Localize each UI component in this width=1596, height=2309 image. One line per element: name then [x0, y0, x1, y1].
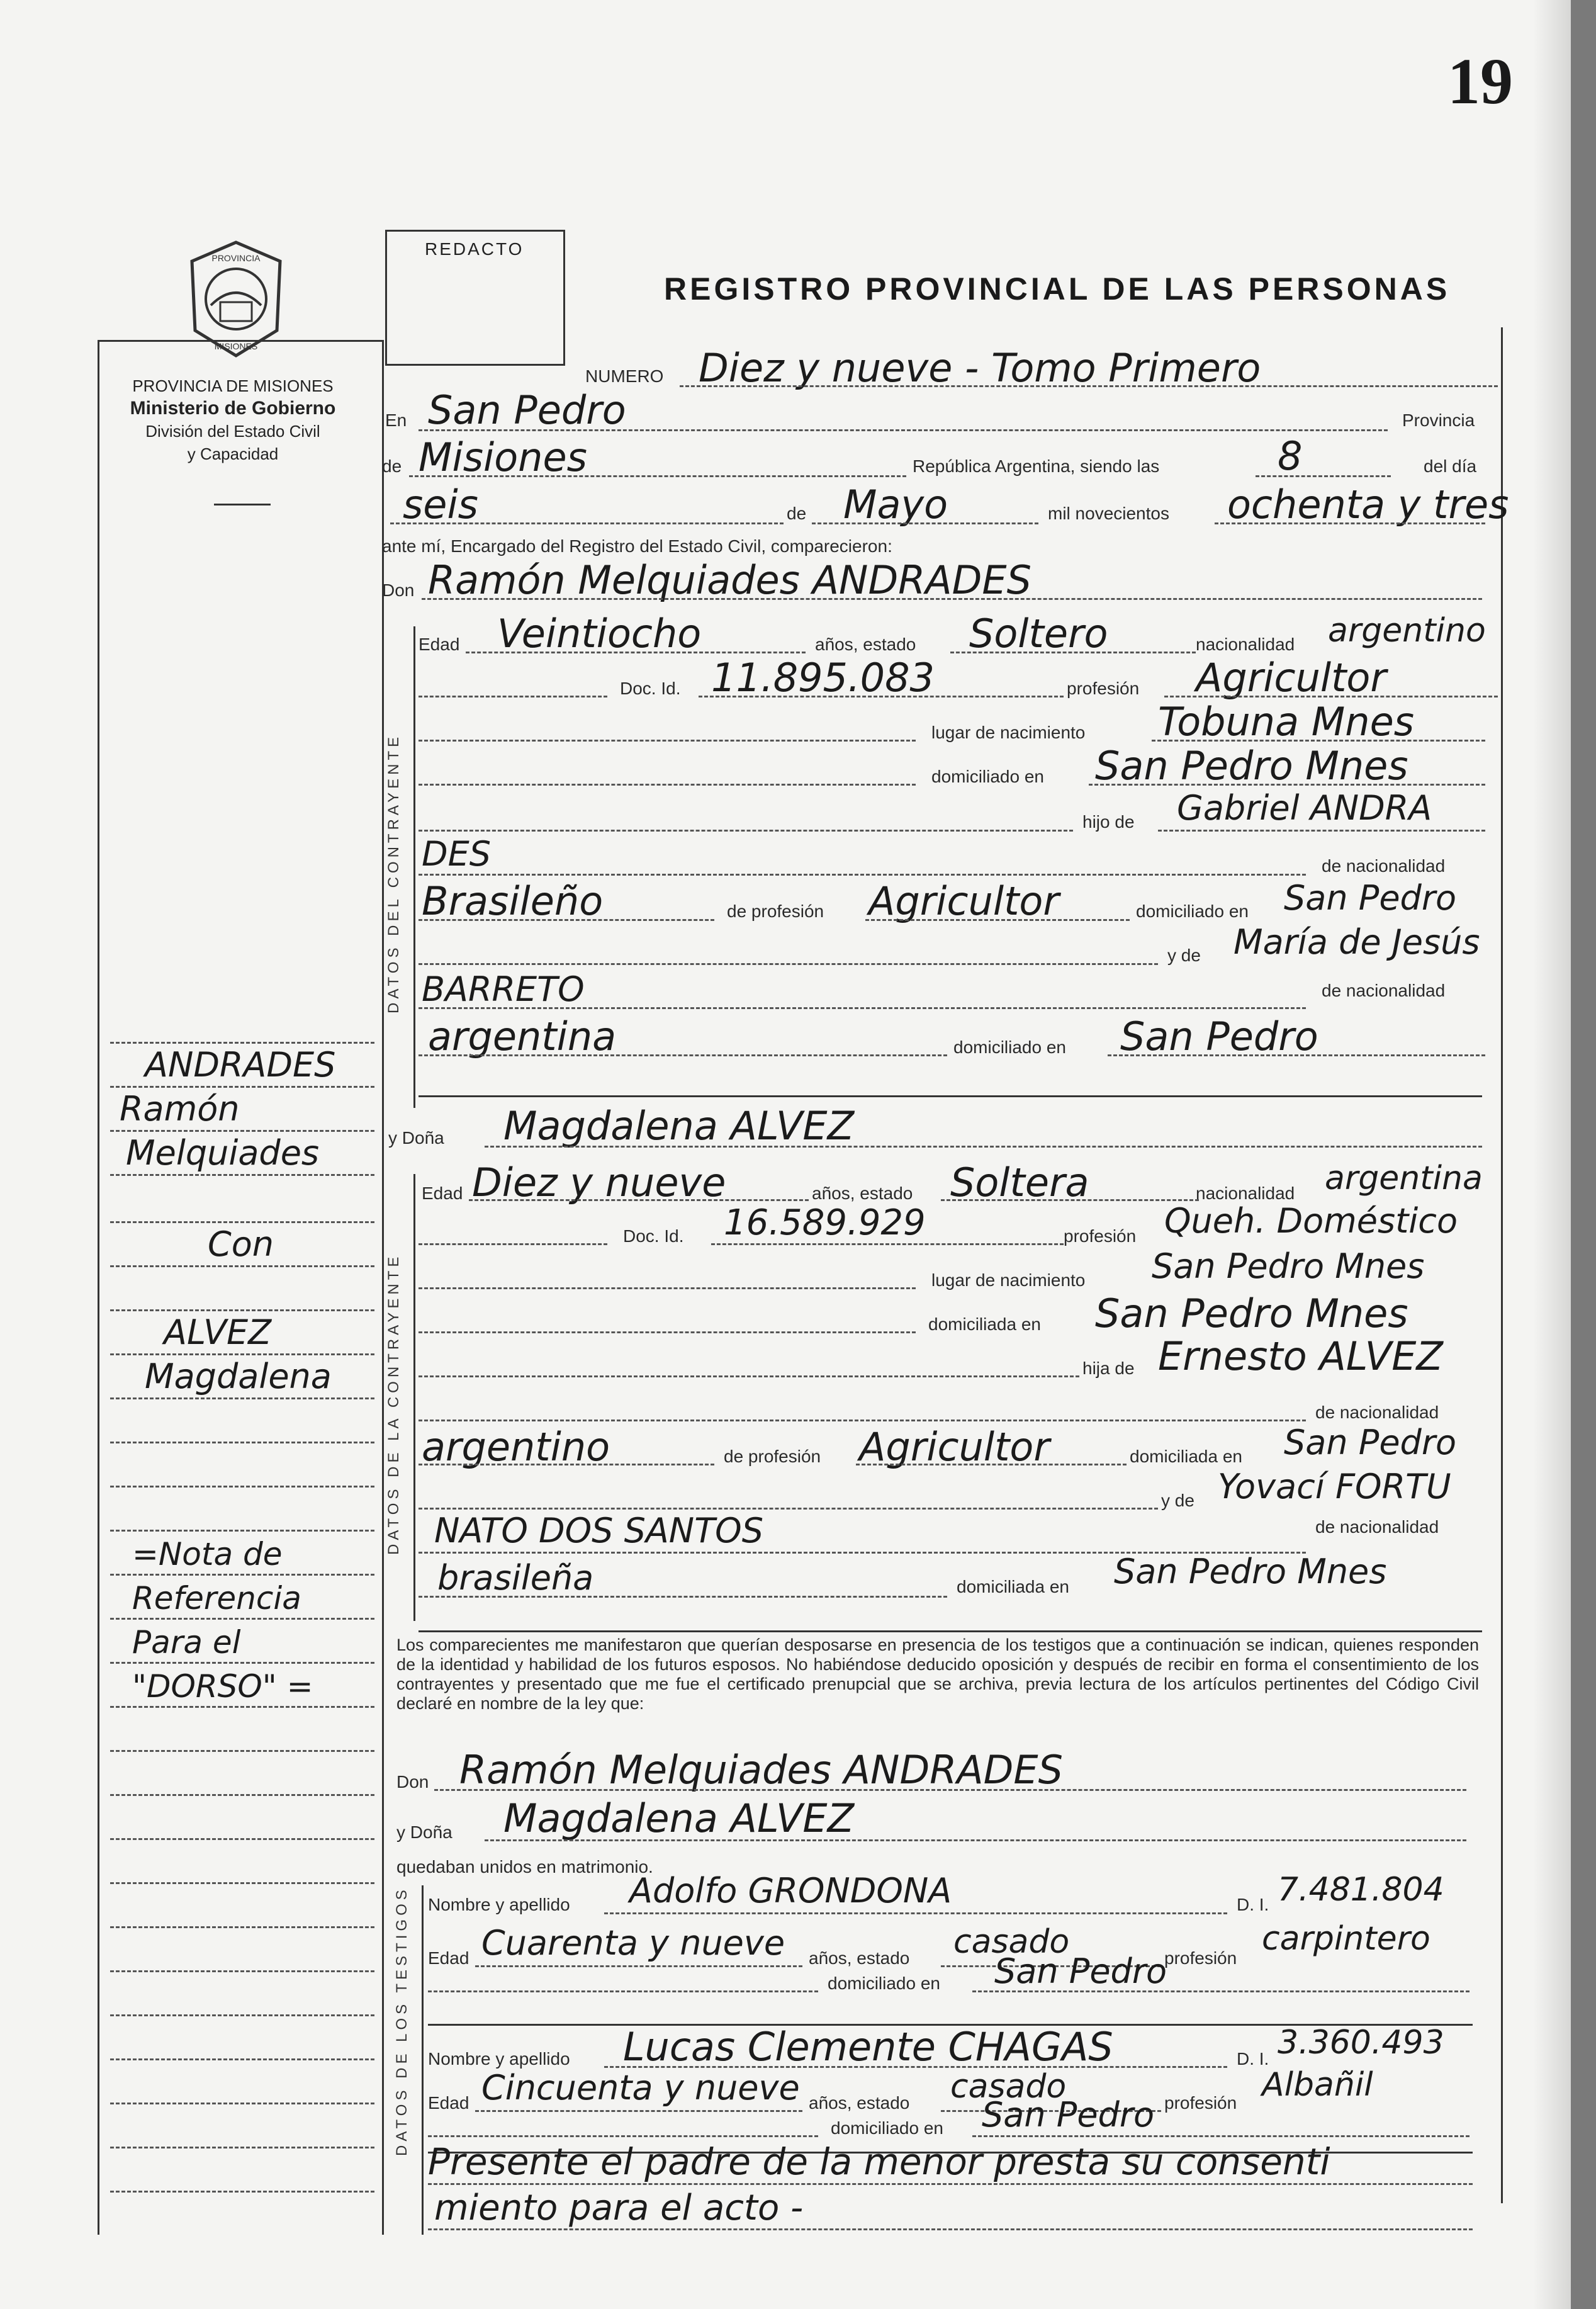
margin-line — [110, 1086, 374, 1088]
y-dona-label: y Doña — [388, 1128, 444, 1148]
bride-father-prof-line — [856, 1464, 1127, 1465]
margin-line — [110, 1794, 374, 1796]
bride-mother-nationality: brasileña — [437, 1558, 594, 1598]
bride-birthplace: San Pedro Mnes — [1152, 1246, 1425, 1286]
obs-line2 — [428, 2228, 1473, 2230]
bride-section-label: DATOS DE LA CONTRAYENTE — [385, 1253, 402, 1555]
witness1-di: 7.481.804 — [1278, 1871, 1444, 1909]
groom-mother-b: BARRETO — [422, 969, 585, 1009]
margin-name-groom: Ramón — [120, 1089, 240, 1129]
groom-mother-domicile: San Pedro — [1120, 1013, 1318, 1059]
hijo-de-label: hijo de — [1082, 812, 1135, 832]
bride-doc: 16.589.929 — [724, 1202, 926, 1243]
division-label: División del Estado Civil — [145, 422, 320, 441]
groom-section-end — [419, 1095, 1482, 1097]
margin-line — [110, 1618, 374, 1620]
margin-line — [110, 1662, 374, 1664]
margin-line — [110, 1353, 374, 1355]
left-margin-rule — [98, 340, 99, 2235]
bride-mother-domicile: San Pedro Mnes — [1114, 1552, 1387, 1591]
anio-line — [1215, 522, 1485, 524]
margin-line — [110, 1882, 374, 1884]
margin-line — [110, 2014, 374, 2016]
bride-father: Ernesto ALVEZ — [1158, 1333, 1443, 1379]
groom-doc-line — [699, 696, 1064, 697]
bride-de-nac2-label: de nacionalidad — [1315, 1517, 1439, 1537]
bride-name: Magdalena ALVEZ — [503, 1103, 855, 1149]
right-frame-rule — [1501, 327, 1503, 2203]
witness2-domicile: San Pedro — [982, 2095, 1155, 2135]
header-divider — [214, 504, 271, 505]
margin-line — [110, 1486, 374, 1488]
groom-father-line — [1158, 830, 1485, 832]
margin-line — [110, 1838, 374, 1840]
en-label: En — [385, 410, 407, 430]
witness2-age: Cincuenta y nueve — [481, 2068, 800, 2108]
observation-line1: Presente el padre de la menor presta su consenti — [428, 2140, 1330, 2183]
hora-value: 8 — [1278, 433, 1303, 479]
bride-father-domicile: San Pedro — [1284, 1423, 1457, 1462]
groom-status-line — [950, 652, 1196, 653]
registry-title: REGISTRO PROVINCIAL DE LAS PERSONAS — [664, 271, 1451, 307]
bride-edad-label: Edad — [422, 1183, 463, 1203]
testimony-text: Los comparecientes me manifestaron que querían desposarse en presencia de los testigos que a continuación se indican, quienes responden de la identidad y habilidad de los futuros esposos. No habiéndose deducido oposición y después de recibir en forma el consentimiento de los contrayentes y presentado que me fue el certificado prenupcial que se archiva, previa lectura de los artículos pertinentes del Código Civil declaré en nombre de la ley que: — [396, 1635, 1479, 1713]
margin-line — [110, 1309, 374, 1311]
w1-anos-label: años, estado — [809, 1948, 910, 1968]
groom-name-line — [422, 598, 1482, 600]
en-value: San Pedro — [428, 387, 626, 433]
don-label: Don — [382, 580, 415, 600]
mil-label: mil novecientos — [1048, 504, 1169, 523]
witness1-status: casado — [953, 1923, 1070, 1961]
groom-nationality: argentino — [1328, 612, 1486, 650]
margin-line — [110, 1574, 374, 1576]
bride-doc-label: Doc. Id. — [623, 1226, 684, 1246]
mother-cont-line — [419, 1007, 1306, 1009]
bride-age-line — [469, 1199, 809, 1201]
groom-status: Soltero — [969, 611, 1108, 657]
decl-don-label: Don — [396, 1772, 429, 1792]
bride-domicile: San Pedro Mnes — [1095, 1290, 1408, 1336]
groom-section-rule — [413, 626, 415, 1108]
w2-anos-label: años, estado — [809, 2093, 910, 2113]
groom-birthplace: Tobuna Mnes — [1158, 699, 1415, 745]
margin-line — [110, 1442, 374, 1443]
bride-doc-blank — [419, 1243, 607, 1245]
hora-line — [1256, 475, 1391, 477]
del-dia-label: del día — [1424, 456, 1477, 476]
groom-domicile: San Pedro Mnes — [1095, 743, 1408, 789]
margin-line — [110, 2191, 374, 2193]
dia-line — [390, 522, 784, 524]
groom-father-a: Gabriel ANDRA — [1177, 788, 1432, 828]
hija-de-label: hija de — [1082, 1358, 1135, 1378]
bride-mother-a: Yovací FORTU — [1218, 1467, 1451, 1506]
bride-profession: Queh. Doméstico — [1164, 1201, 1458, 1241]
groom-age: Veintiocho — [497, 611, 702, 657]
dia-value: seis — [403, 482, 478, 528]
left-header-info — [94, 375, 371, 465]
w2-di-label: D. I. — [1237, 2049, 1269, 2069]
margin-line — [110, 1130, 374, 1132]
w1-dom-line — [972, 1990, 1470, 1992]
profesion-label: profesión — [1067, 679, 1140, 698]
bride-lugar-label: lugar de nacimiento — [931, 1270, 1086, 1290]
page-fold — [1533, 0, 1571, 2309]
w1-domiciliado-label: domiciliado en — [828, 1973, 940, 1993]
bride-domiciliada3-label: domiciliada en — [957, 1577, 1069, 1596]
domicile-blank-line — [419, 784, 916, 786]
margin-line — [110, 1174, 374, 1176]
w2-domiciliado-label: domiciliado en — [831, 2118, 943, 2138]
provincia-label: Provincia — [1402, 410, 1475, 430]
anio-value: ochenta y tres — [1227, 482, 1509, 528]
groom-section-label: DATOS DEL CONTRAYENTE — [385, 733, 402, 1013]
de-label: de — [382, 456, 402, 476]
witness2-name: Lucas Clemente CHAGAS — [623, 2024, 1113, 2070]
witness2-profession: Albañil — [1262, 2066, 1373, 2104]
witness-section-label: DATOS DE LOS TESTIGOS — [393, 1886, 410, 2156]
domiciliado-en3-label: domiciliado en — [953, 1037, 1066, 1057]
seal-top-text: PROVINCIA — [211, 253, 261, 263]
groom-name: Ramón Melquiades ANDRADES — [428, 557, 1031, 603]
witness1-profession: carpintero — [1262, 1920, 1430, 1958]
groom-mother-a: María de Jesús — [1234, 922, 1480, 962]
obs-line1 — [428, 2183, 1473, 2185]
bride-de-prof-label: de profesión — [724, 1447, 821, 1466]
groom-mother-nationality: argentina — [428, 1013, 617, 1059]
w1-edad-label: Edad — [428, 1948, 469, 1968]
bride-father-cont — [419, 1420, 1306, 1421]
en-line — [419, 429, 1388, 431]
bride-doc-line — [711, 1243, 1064, 1245]
bride-section-rule — [413, 1174, 415, 1621]
anos-estado-label: años, estado — [815, 635, 916, 654]
bride-name-line — [485, 1146, 1482, 1148]
bride-father-nat-line — [419, 1464, 714, 1465]
bride-profesion-label: profesión — [1064, 1226, 1137, 1246]
birthplace-blank-line — [419, 740, 916, 742]
mother-blank-line — [419, 963, 1158, 965]
de-nacionalidad-label: de nacionalidad — [1322, 856, 1446, 876]
w1-dom-blank — [428, 1990, 818, 1992]
margin-line — [110, 1397, 374, 1399]
w1-name-line — [604, 1912, 1227, 1914]
groom-domicile-line — [1089, 784, 1485, 786]
margin-note-1: =Nota de — [132, 1536, 283, 1572]
w2-profesion-label: profesión — [1164, 2093, 1237, 2113]
bride-age: Diez y nueve — [472, 1160, 726, 1205]
margin-con: Con — [208, 1224, 274, 1264]
witness2-status: casado — [950, 2068, 1067, 2106]
margin-line — [110, 1706, 374, 1708]
margin-line — [110, 2103, 374, 2104]
bride-father-nationality: argentino — [422, 1424, 610, 1470]
top-margin-rule — [98, 340, 384, 342]
margin-note-3: Para el — [132, 1624, 241, 1661]
bride-birth-blank — [419, 1287, 916, 1289]
numero-label: NUMERO — [585, 366, 664, 386]
w1-di-label: D. I. — [1237, 1895, 1269, 1914]
center-margin-rule — [382, 340, 384, 2235]
witness2-di: 3.360.493 — [1278, 2024, 1444, 2062]
margin-name-bride: Magdalena — [145, 1357, 332, 1396]
groom-birthplace-line — [1152, 740, 1485, 742]
witness1-age: Cuarenta y nueve — [481, 1923, 785, 1963]
father-nat-line — [419, 919, 714, 921]
bride-nationality: argentina — [1325, 1160, 1483, 1197]
capacity-label: y Capacidad — [187, 444, 279, 463]
w2-nombre-label: Nombre y apellido — [428, 2049, 570, 2069]
bride-nacionalidad-label: nacionalidad — [1196, 1183, 1295, 1203]
lugar-nacimiento-label: lugar de nacimiento — [931, 723, 1086, 742]
bride-section-end — [419, 1630, 1482, 1632]
father-cont-line — [419, 874, 1306, 876]
father-blank-line — [419, 830, 1073, 832]
provincia-value: Misiones — [419, 434, 587, 480]
margin-note-2: Referencia — [132, 1580, 301, 1617]
margin-name-groom2: Melquiades — [126, 1133, 320, 1173]
witness-section-rule — [422, 1885, 424, 2235]
groom-age-line — [466, 652, 806, 653]
margin-line — [110, 1970, 374, 1972]
w2-dom-line — [972, 2135, 1470, 2137]
decl-groom-line — [434, 1789, 1466, 1791]
de-nacionalidad2-label: de nacionalidad — [1322, 981, 1446, 1000]
redacto-label: REDACTO — [425, 239, 524, 259]
bride-anos-label: años, estado — [812, 1183, 913, 1203]
bride-mother-b: NATO DOS SANTOS — [434, 1511, 763, 1550]
page-number: 19 — [1447, 45, 1513, 118]
margin-surname-bride: ALVEZ — [164, 1313, 272, 1352]
de2-label: de — [787, 504, 807, 523]
bride-father-profession: Agricultor — [859, 1424, 1050, 1470]
bride-dom-blank — [419, 1331, 916, 1333]
groom-father-b: DES — [422, 834, 491, 874]
w1-profesion-label: profesión — [1164, 1948, 1237, 1968]
domiciliado-label: domiciliado en — [931, 767, 1044, 786]
domiciliada-label: domiciliada en — [928, 1314, 1041, 1334]
domiciliado-en2-label: domiciliado en — [1136, 901, 1249, 921]
mes-line — [812, 522, 1038, 524]
decl-dona-label: y Doña — [396, 1822, 452, 1842]
provincia-line — [409, 475, 906, 477]
margin-line — [110, 2058, 374, 2060]
w2-edad-label: Edad — [428, 2093, 469, 2113]
observation-line2: miento para el acto - — [434, 2188, 804, 2228]
bride-status: Soltera — [950, 1160, 1089, 1205]
de-profesion-label: de profesión — [727, 901, 824, 921]
bride-y-de-label: y de — [1161, 1491, 1194, 1510]
doc-blank-line — [419, 696, 607, 697]
ministry-label: Ministerio de Gobierno — [130, 398, 336, 419]
w2-age-line — [475, 2110, 802, 2112]
groom-father-domicile: San Pedro — [1284, 878, 1457, 918]
doc-label: Doc. Id. — [620, 679, 681, 698]
margin-line — [110, 1042, 374, 1044]
father-prof-line — [865, 919, 1130, 921]
margin-line — [110, 1926, 374, 1928]
decl-groom-name: Ramón Melquiades ANDRADES — [459, 1747, 1063, 1793]
page-edge-shadow — [1571, 0, 1596, 2309]
province-seal-icon — [183, 236, 289, 362]
margin-line — [110, 1221, 374, 1223]
margin-surname-groom: ANDRADES — [145, 1045, 336, 1085]
groom-profession-line — [1164, 696, 1498, 697]
bride-mother-blank — [419, 1508, 1158, 1510]
province-label: PROVINCIA DE MISIONES — [132, 376, 334, 395]
republica-label: República Argentina, siendo las — [913, 456, 1160, 476]
numero-value: Diez y nueve - Tomo Primero — [699, 345, 1261, 391]
groom-father-nationality: Brasileño — [422, 878, 604, 924]
margin-line — [110, 1265, 374, 1267]
groom-father-profession: Agricultor — [868, 878, 1059, 924]
bride-domiciliada2-label: domiciliada en — [1130, 1447, 1242, 1466]
w1-nombre-label: Nombre y apellido — [428, 1895, 570, 1914]
seal-bottom-text: MISIONES — [214, 341, 258, 351]
mes-value: Mayo — [843, 482, 948, 528]
w1-age-line — [475, 1965, 802, 1967]
edad-label: Edad — [419, 635, 460, 654]
bride-father-blank — [419, 1375, 1079, 1377]
margin-line — [110, 2147, 374, 2148]
witness1-name: Adolfo GRONDONA — [629, 1871, 952, 1911]
mother-dom-line — [1108, 1054, 1485, 1056]
groom-doc: 11.895.083 — [711, 655, 935, 701]
witness1-domicile: San Pedro — [994, 1951, 1167, 1991]
ante-mi-label: ante mí, Encargado del Registro del Estado Civil, comparecieron: — [382, 536, 892, 556]
w2-dom-blank — [428, 2135, 818, 2137]
groom-profession: Agricultor — [1196, 655, 1386, 701]
margin-line — [110, 1750, 374, 1752]
mother-nat-line — [419, 1054, 947, 1056]
y-de-label: y de — [1167, 946, 1201, 965]
decl-bride-name: Magdalena ALVEZ — [503, 1795, 855, 1841]
quedaban-label: quedaban unidos en matrimonio. — [396, 1857, 653, 1877]
margin-line — [110, 1530, 374, 1532]
margin-note-4: "DORSO" = — [132, 1668, 313, 1705]
bride-mother-nat-line — [419, 1596, 947, 1598]
nacionalidad-label: nacionalidad — [1196, 635, 1295, 654]
redacto-box — [385, 230, 565, 366]
numero-line — [680, 385, 1498, 387]
decl-bride-line — [485, 1839, 1466, 1841]
bride-status-line — [941, 1199, 1199, 1201]
bride-de-nac-label: de nacionalidad — [1315, 1403, 1439, 1422]
